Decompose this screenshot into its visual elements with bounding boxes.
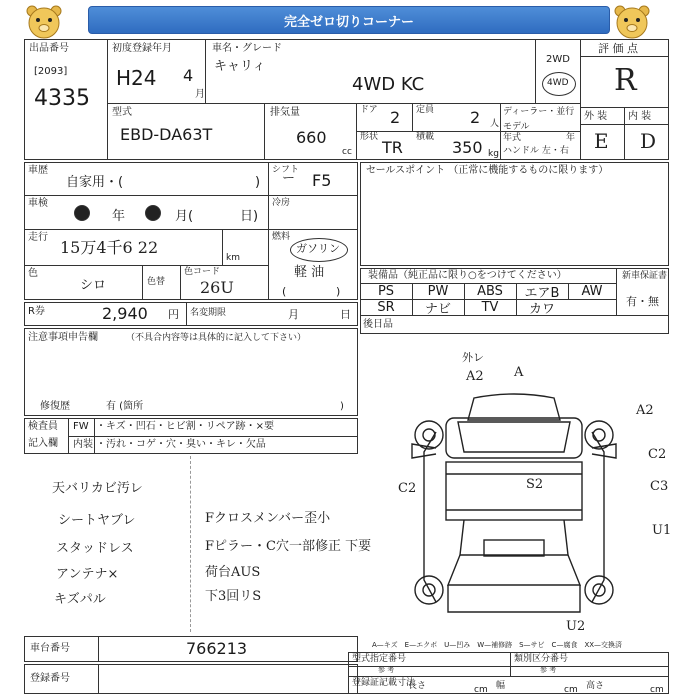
inspector-fw-items: ・キズ・凹石・ヒビ割・リペア跡・×要 — [96, 421, 274, 432]
displacement-label: 排気量 — [270, 107, 300, 118]
displacement-value: 660 — [296, 128, 327, 147]
model-name: キャリィ — [214, 59, 266, 74]
type-value: EBD-DA63T — [120, 125, 213, 144]
load-label: 積載 — [416, 132, 435, 142]
equip-aw: AW — [581, 284, 603, 299]
fuel-label: 燃料 — [272, 232, 291, 242]
shape-label: 形状 — [360, 132, 379, 142]
diagram-label-u2: U2 — [566, 619, 586, 634]
lot-label: 出品番号 — [29, 43, 69, 54]
warranty-value: 有・無 — [626, 295, 659, 308]
plate-section — [24, 664, 358, 694]
equip-sr: SR — [377, 300, 395, 315]
equip-airbag: エアB — [524, 286, 560, 301]
history-close: ) — [255, 175, 261, 190]
equip-abs: ABS — [477, 284, 503, 299]
registration-month: 4 — [183, 66, 194, 85]
width-label: 幅 — [496, 681, 506, 691]
name-change-label: 名変期限 — [190, 308, 227, 318]
model-grade: 4WD KC — [352, 74, 425, 95]
repair-close: ) — [340, 401, 344, 412]
chassis-label: 車台番号 — [30, 643, 70, 654]
name-change-day: 日 — [340, 308, 351, 321]
class-no-label: 類別区分番号 — [514, 654, 569, 664]
mascot-left-icon — [24, 4, 64, 40]
capacity-label: 定員 — [416, 105, 435, 115]
inspection-label: 車検 — [28, 198, 48, 209]
handle-label: ハンドル 左・右 — [503, 146, 569, 156]
shift-label: シフト — [272, 165, 300, 175]
exterior-score: E — [594, 129, 609, 153]
registration-label: 初度登録年月 — [112, 43, 172, 54]
capacity-value: 2 — [470, 108, 481, 127]
model-year-label2: 年式 — [503, 133, 522, 143]
model-year-unit: 年 — [566, 133, 576, 143]
mileage-label: 走行 — [28, 232, 48, 243]
fuel-diesel: 軽 油 — [294, 265, 325, 280]
diagram-label-c2-right: C2 — [648, 447, 667, 462]
score-label: 評 価 点 — [598, 42, 638, 55]
history-value: 自家用・( — [66, 175, 124, 190]
interior-label: 内 装 — [628, 111, 652, 122]
diagram-label-u1: U1 — [652, 523, 672, 538]
height-cm: cm — [650, 685, 664, 695]
length-cm: cm — [474, 685, 488, 695]
equip-ps: PS — [377, 284, 395, 299]
sales-point-label: セールスポイント （正常に機能するものに限ります） — [366, 165, 609, 176]
inspection-month-mark — [145, 205, 161, 221]
mileage-value: 15万4千6 22 — [60, 238, 159, 257]
inspector-fw: FW — [73, 421, 89, 432]
inspection-year-mark — [74, 205, 90, 221]
fuel-gasoline: ガソリン — [296, 242, 340, 255]
price-label: R券 — [28, 306, 45, 317]
plate-label: 登録番号 — [30, 673, 70, 684]
diagram-label-s2: S2 — [526, 477, 544, 492]
width-cm: cm — [564, 685, 578, 695]
color-code-label: 色コード — [184, 267, 221, 277]
inspection-year: 年 — [112, 209, 126, 224]
diagram-label-a2-right: A2 — [636, 403, 654, 418]
chassis-value: 766213 — [186, 639, 248, 658]
diagram-legend: A—キズ E—エクボ U—凹み W—補修跡 S—サビ C—腐食 XX—交換済 — [372, 641, 623, 649]
remark-right-1: Fクロスメンバー歪小 — [205, 511, 331, 526]
rear-section — [360, 316, 669, 334]
shift-value: F5 — [312, 171, 332, 190]
equipment-label: 装備品（純正品に限り○をつけてください） — [368, 270, 567, 281]
history-label: 車歴 — [28, 165, 48, 176]
repair-value: 有 (箇所 — [106, 401, 144, 412]
remark-2: シートヤブレ — [58, 513, 136, 528]
inspector-inside-items: ・汚れ・コゲ・穴・臭い・キレ・欠品 — [96, 439, 266, 450]
shape-value: TR — [382, 138, 403, 157]
cooling-label: 冷房 — [272, 198, 291, 208]
fuel-paren-close: ) — [336, 285, 341, 298]
displacement-unit: cc — [342, 147, 352, 157]
reg-dim-label: 登録証記載寸法 — [352, 678, 416, 688]
price-value: 2,940 — [102, 304, 148, 323]
remark-3: スタッドレス — [56, 541, 134, 556]
color-tone-label: 色替 — [147, 277, 166, 287]
color-label: 色 — [28, 268, 38, 279]
diagram-label-a-top: A — [514, 365, 524, 380]
inspector-label1: 検査員 — [28, 421, 58, 432]
fuel-paren-open: ( — [282, 285, 287, 298]
inspection-month: 月( — [175, 209, 194, 224]
load-unit: kg — [488, 149, 499, 159]
notes-hint: （不具合内容等は具体的に記入して下さい） — [126, 333, 307, 343]
lot-number: 4335 — [34, 86, 90, 111]
color-value: シロ — [80, 278, 107, 293]
diagram-label-c2-left: C2 — [398, 481, 417, 496]
height-label: 高さ — [586, 681, 605, 691]
ref-label-2: 参 考 — [540, 666, 557, 674]
shift-mark: ー — [282, 171, 296, 186]
model-year-label1: モデル — [503, 122, 530, 132]
remark-4: アンテナ× — [56, 567, 119, 582]
type-no-label: 型式指定番号 — [352, 654, 407, 664]
remark-right-4: 下3回リS — [205, 589, 262, 604]
repair-label: 修復歴 — [40, 401, 70, 412]
ref-label-1: 参 考 — [378, 666, 395, 674]
sales-point-section — [360, 162, 669, 266]
color-code: 26U — [200, 278, 234, 297]
doors-value: 2 — [390, 108, 401, 127]
lot-sub: [2093] — [34, 66, 68, 77]
load-value: 350 — [452, 138, 483, 157]
notes-label: 注意事項申告欄 — [28, 332, 98, 343]
equip-pw: PW — [427, 284, 449, 299]
capacity-unit: 人 — [490, 119, 500, 129]
inspector-inside: 内装 — [73, 439, 93, 450]
rear-label: 後日品 — [363, 319, 393, 330]
exterior-label: 外 装 — [584, 111, 608, 122]
registration-year: H24 — [116, 66, 157, 90]
model-label: 車名・グレード — [212, 43, 282, 54]
dealer-label: ディーラー・並行 — [503, 107, 575, 117]
type-label: 型式 — [112, 107, 132, 118]
length-label: 長さ — [408, 681, 427, 691]
doors-label: ドア — [360, 105, 378, 115]
remark-right-3: 荷台AUS — [205, 565, 261, 580]
name-change-month: 月 — [288, 308, 299, 321]
diagram-label-c3: C3 — [650, 479, 669, 494]
drive-label: 2WD — [546, 54, 570, 65]
equip-leather: カワ — [528, 302, 555, 317]
registration-month-unit: 月 — [195, 89, 205, 100]
inspector-label2: 記入欄 — [28, 438, 58, 449]
remark-right-2: Fピラー・C穴一部修正 下要 — [205, 539, 372, 554]
inspection-day: 日) — [240, 209, 259, 224]
banner-title: 完全ゼロ切りコーナー — [88, 6, 610, 34]
score-value: R — [614, 63, 637, 98]
remark-5: キズパル — [54, 592, 106, 607]
equip-tv: TV — [481, 300, 499, 315]
warranty-label: 新車保証書 — [622, 271, 668, 281]
price-unit: 円 — [168, 308, 179, 321]
diagram-label-outside: 外レ — [462, 351, 484, 364]
drive-4wd: 4WD — [547, 78, 569, 88]
mascot-right-icon — [612, 4, 652, 40]
remark-1: 天バリカビ汚レ — [52, 481, 143, 496]
mileage-unit: km — [226, 253, 240, 263]
interior-score: D — [640, 129, 657, 153]
diagram-label-a2-top: A2 — [466, 369, 484, 384]
equip-navi: ナビ — [424, 302, 451, 317]
